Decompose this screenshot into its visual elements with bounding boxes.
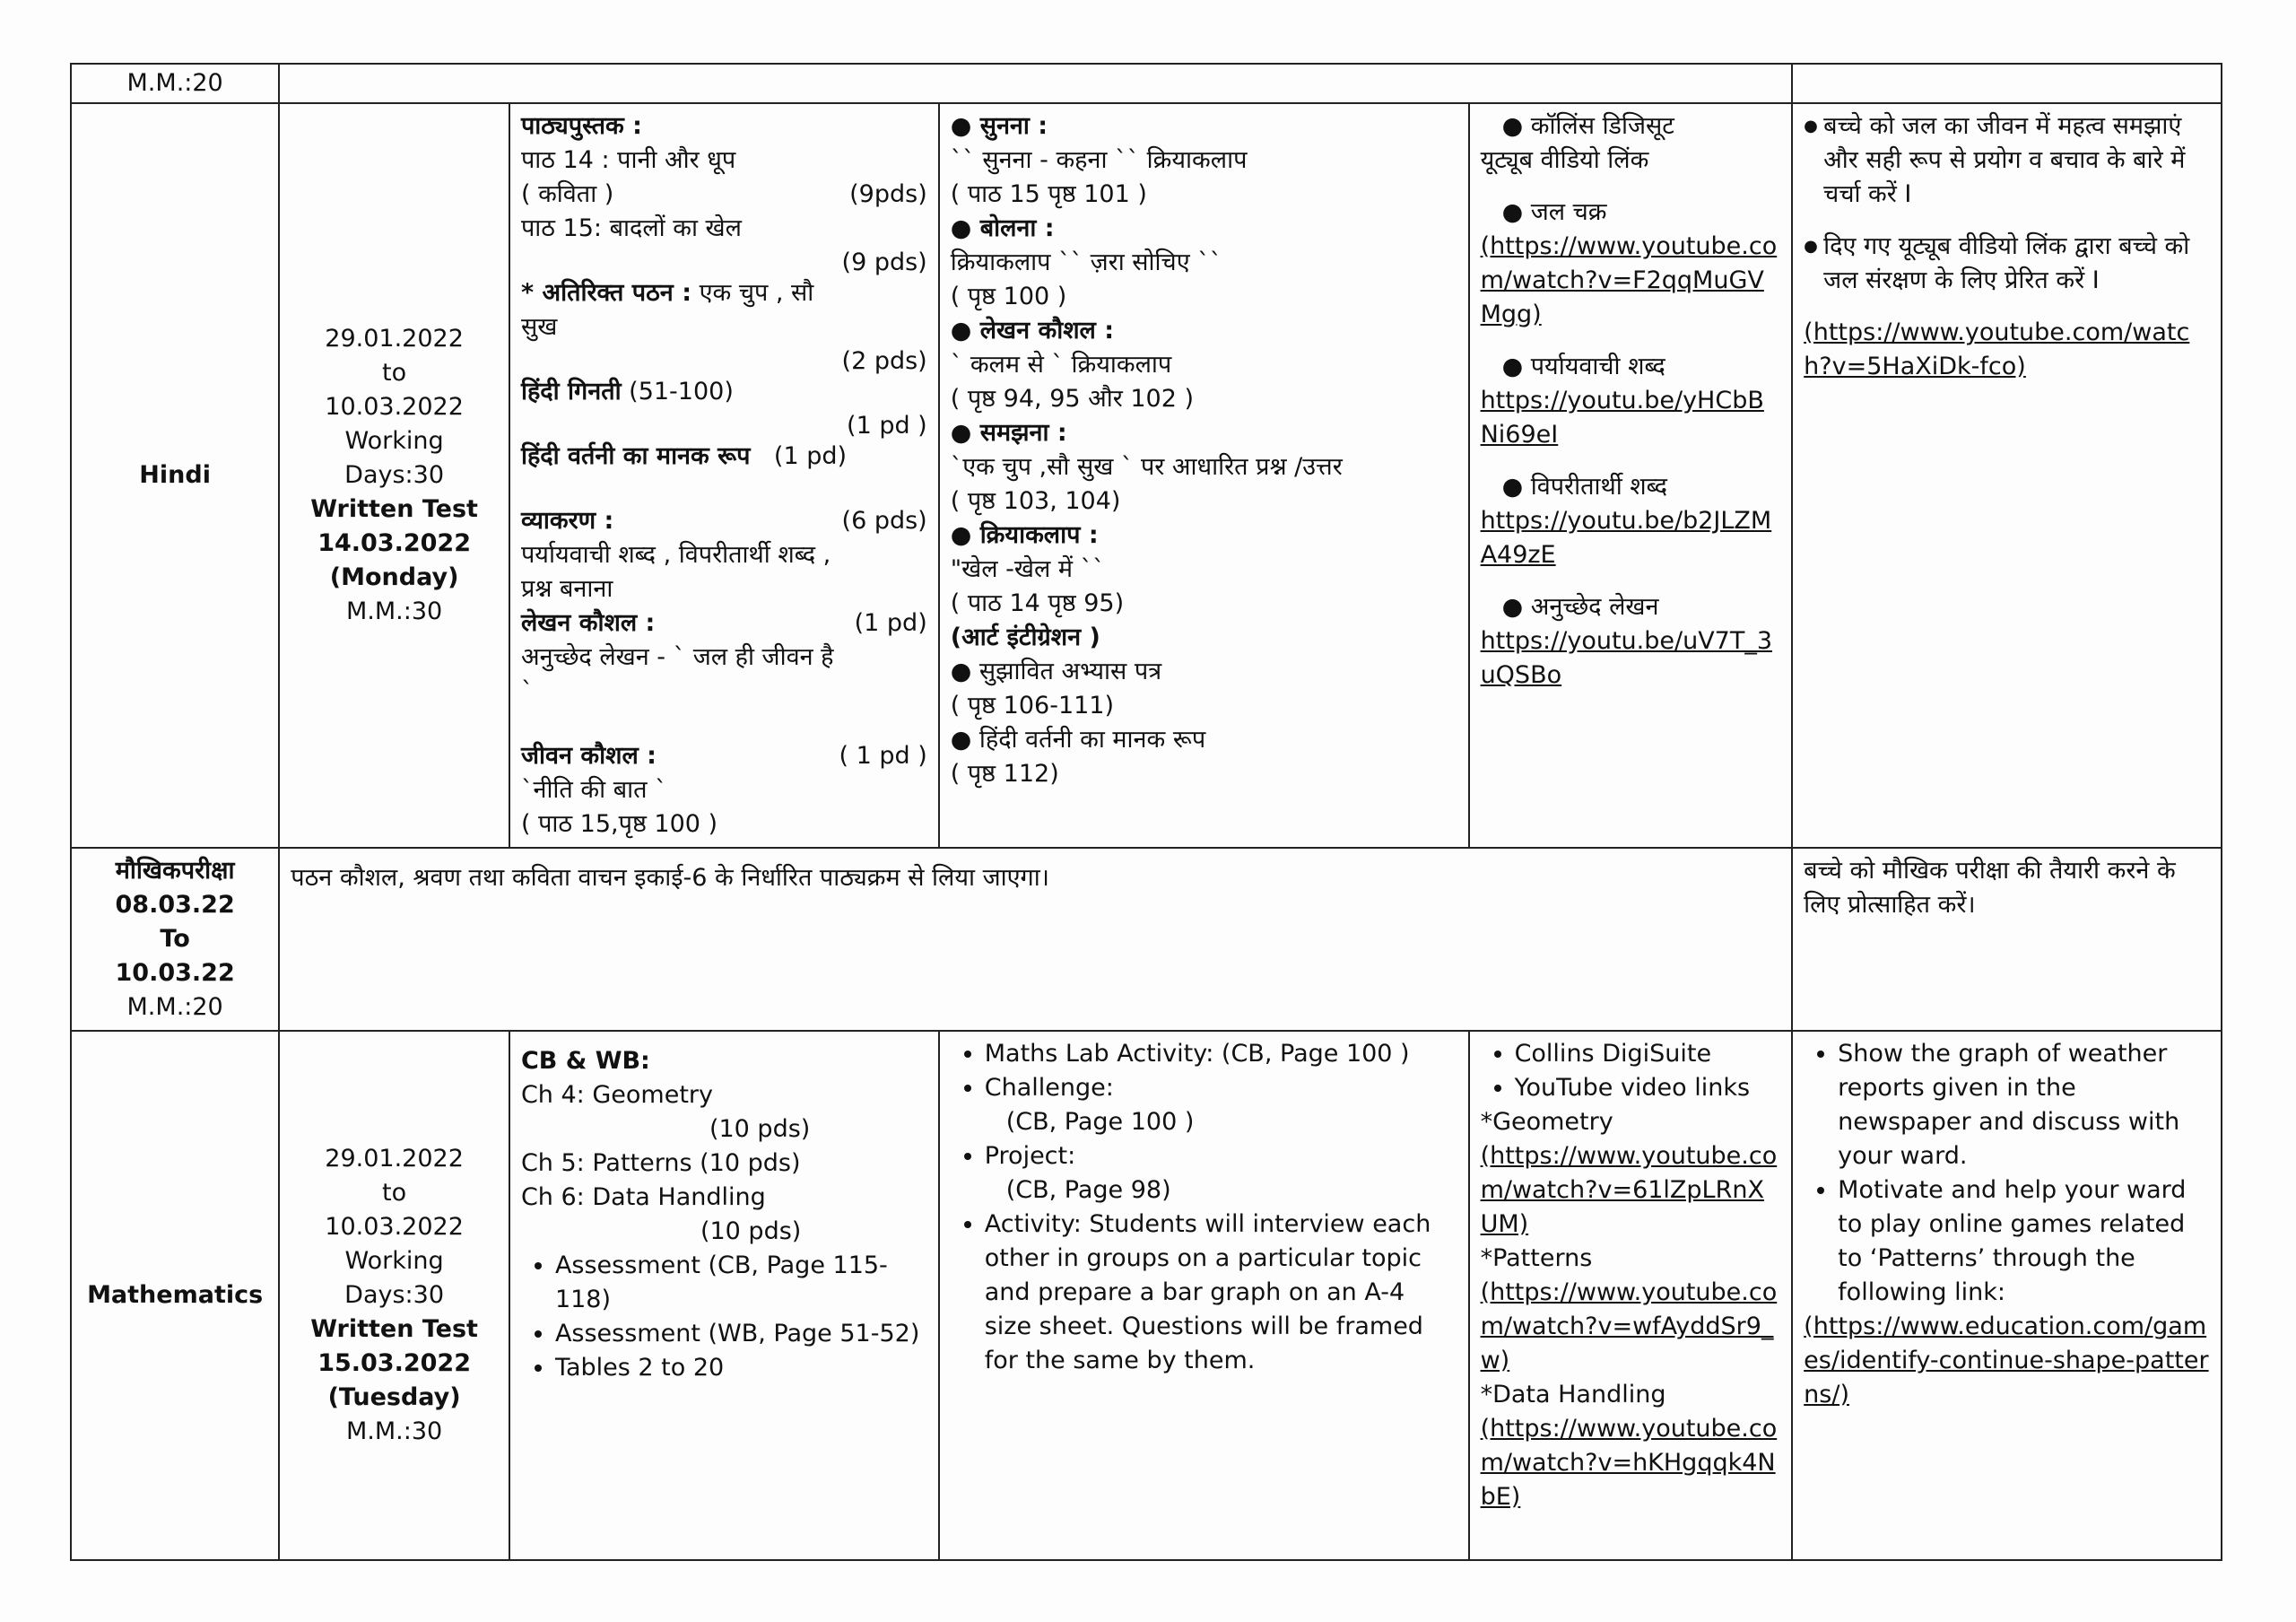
oral-from: 08.03.22 — [115, 891, 235, 919]
hindi-activity-line-text: ( पाठ 14 पृष्ठ 95) — [950, 589, 1125, 617]
hindi-syllabus-line — [521, 807, 927, 842]
maths-activity-2 — [985, 1071, 1457, 1139]
hindi-activity-line — [951, 109, 1457, 144]
hindi-syllabus-line-text: प्रश्न बनाना — [520, 575, 613, 603]
maths-ch4: Ch 4: Geometry — [520, 1081, 713, 1109]
hindi-working: Working — [344, 427, 444, 455]
top-blank-right — [1792, 64, 2222, 103]
maths-syllabus-head: CB & WB: — [520, 1047, 650, 1075]
hindi-days: Days:30 — [344, 461, 445, 489]
hindi-activity-line — [951, 723, 1457, 757]
hindi-activity-line — [951, 348, 1457, 382]
hindi-parent-note-2: ● दिए गए यूट्यूब वीडियो लिंक द्वारा बच्चे को जल संरक्षण के लिए प्रेरित करें I — [1804, 230, 2210, 298]
hindi-activity-line — [951, 655, 1457, 689]
top-mm: M.M.:20 — [71, 64, 279, 103]
hindi-resource-link[interactable]: https://youtu.be/uV7T_3uQSBo — [1480, 627, 1773, 689]
maths-to: 10.03.2022 — [325, 1213, 464, 1241]
hindi-resources — [1469, 103, 1793, 848]
maths-syllabus — [509, 1031, 939, 1560]
oral-row — [71, 848, 2222, 1031]
maths-parent-link[interactable]: (https://www.education.com/games/identify-continue-shape-patterns/) — [1804, 1312, 2209, 1408]
hindi-test-day: (Monday) — [329, 563, 459, 591]
maths-geometry-link[interactable]: (https://www.youtube.com/watch?v=61lZpLRnXUM) — [1480, 1142, 1778, 1238]
hindi-activity-line — [951, 587, 1457, 621]
oral-label-cell — [71, 848, 279, 1031]
hindi-resource-sub: यूट्यूब वीडियो लिंक — [1480, 146, 1649, 174]
hindi-activity-line — [951, 553, 1457, 587]
hindi-syllabus-line-text: जीवन कौशल : — [520, 742, 657, 770]
maths-assessment-1: • Assessment (CB, Page 115-118) — [555, 1249, 927, 1317]
hindi-syllabus-line-periods: (1 pd) — [854, 609, 927, 637]
maths-resources — [1469, 1031, 1793, 1560]
maths-resource-2: • YouTube video links — [1515, 1071, 1781, 1105]
hindi-activity-line-text: क्रियाकलाप `` ज़रा सोचिए `` — [950, 249, 1222, 276]
maths-ch6: Ch 6: Data Handling — [520, 1183, 766, 1211]
maths-activity-2-text: Challenge: — [984, 1074, 1114, 1102]
hindi-syllabus-line — [521, 572, 927, 606]
maths-ch5: Ch 5: Patterns (10 pds) — [520, 1149, 801, 1177]
maths-activities — [939, 1031, 1469, 1560]
hindi-activity-line-text: ( पृष्ठ 94, 95 और 102 ) — [950, 385, 1195, 413]
hindi-mm: M.M.:30 — [345, 597, 443, 625]
maths-activity-3 — [985, 1139, 1457, 1208]
hindi-activity-line-text: (आर्ट इंटीग्रेशन ) — [950, 624, 1100, 651]
hindi-syllabus-line — [521, 675, 927, 709]
maths-assessment-3: • Tables 2 to 20 — [555, 1351, 927, 1385]
maths-parents — [1792, 1031, 2222, 1560]
hindi-resource-title: ● विपरीतार्थी शब्द — [1501, 473, 1667, 501]
hindi-activity-line — [951, 280, 1457, 314]
hindi-syllabus-line — [521, 212, 927, 246]
hindi-activity-line — [951, 416, 1457, 450]
hindi-syllabus-line-text: ( कविता ) — [520, 180, 614, 208]
maths-datahandling-link[interactable]: (https://www.youtube.com/watch?v=hKHgqqk4NbE) — [1480, 1415, 1778, 1511]
hindi-activity-line — [951, 246, 1457, 280]
maths-geometry-label: *Geometry — [1480, 1108, 1613, 1136]
hindi-test-date: 14.03.2022 — [317, 529, 471, 557]
hindi-syllabus-line — [521, 606, 927, 641]
hindi-syllabus-line-text: अनुच्छेद लेखन - ` जल ही जीवन है — [520, 643, 834, 671]
hindi-activity-line — [951, 450, 1457, 484]
hindi-activity-line-text: ● क्रियाकलाप : — [950, 521, 1099, 549]
hindi-activity-line-text: ● समझना : — [950, 419, 1067, 447]
hindi-dates — [279, 103, 509, 848]
hindi-syllabus-line — [521, 440, 927, 474]
hindi-activity-line-text: ( पृष्ठ 103, 104) — [950, 487, 1121, 515]
hindi-syllabus-line-periods: (2 pds) — [841, 347, 927, 375]
hindi-resource-title: ● पर्यायवाची शब्द — [1501, 353, 1665, 380]
hindi-activities — [939, 103, 1469, 848]
hindi-syllabus-line — [521, 739, 927, 773]
hindi-resource-title: ● अनुच्छेद लेखन — [1501, 593, 1659, 621]
maths-to-word: to — [382, 1179, 407, 1207]
hindi-syllabus-line — [521, 709, 927, 739]
hindi-syllabus-line-extra: एक चुप , सौ सुख — [520, 279, 814, 341]
hindi-syllabus-line — [521, 246, 927, 276]
hindi-syllabus-line-text: हिंदी गिनती — [520, 378, 622, 406]
hindi-syllabus-line — [521, 409, 927, 440]
hindi-syllabus-line-text: पर्यायवाची शब्द , विपरीतार्थी शब्द , — [520, 541, 831, 569]
hindi-activity-line — [951, 621, 1457, 655]
hindi-activity-line-text: `एक चुप ,सौ सुख ` पर आधारित प्रश्न /उत्तर — [950, 453, 1343, 481]
oral-label: मौखिकपरीक्षा — [115, 857, 235, 885]
hindi-syllabus-line-periods: (9 pds) — [841, 249, 927, 276]
hindi-syllabus-line-periods: (1 pd) — [773, 442, 848, 470]
maths-activity-3-sub: (CB, Page 98) — [1005, 1176, 1171, 1204]
maths-resource-1: • Collins DigiSuite — [1515, 1037, 1781, 1071]
hindi-syllabus-line-text: व्याकरण : — [520, 507, 614, 535]
hindi-parent-note-1: ● बच्चे को जल का जीवन में महत्व समझाएं और सही रूप से प्रयोग व बचाव के बारे में चर्चा करें I — [1804, 109, 2210, 212]
maths-row — [71, 1031, 2222, 1560]
hindi-activity-line — [951, 314, 1457, 348]
hindi-to: 10.03.2022 — [325, 393, 464, 421]
hindi-syllabus-line-text: हिंदी वर्तनी का मानक रूप — [520, 442, 751, 470]
hindi-activity-line-text: ( पृष्ठ 112) — [950, 760, 1059, 788]
subject-maths: Mathematics — [71, 1031, 279, 1560]
subject-hindi: Hindi — [71, 103, 279, 848]
hindi-syllabus-line — [521, 504, 927, 538]
maths-activity-2-sub: (CB, Page 100 ) — [1005, 1108, 1195, 1136]
maths-resource-list — [1481, 1037, 1781, 1105]
hindi-activity-line-text: ● लेखन कौशल : — [950, 317, 1115, 344]
hindi-activity-line — [951, 689, 1457, 723]
hindi-syllabus-line-periods: (9pds) — [849, 180, 927, 208]
hindi-syllabus-line-text: * अतिरिक्त पठन : — [520, 279, 691, 307]
maths-patterns-link[interactable]: (https://www.youtube.com/watch?v=wfAyddSr9_w) — [1480, 1278, 1778, 1374]
hindi-syllabus-line — [521, 538, 927, 572]
hindi-syllabus-line — [521, 178, 927, 212]
hindi-activity-line-text: ( पाठ 15 पृष्ठ 101 ) — [950, 180, 1147, 208]
hindi-activity-line-text: ● बोलना : — [950, 214, 1055, 242]
hindi-syllabus-line — [521, 641, 927, 675]
hindi-syllabus-line-text: लेखन कौशल : — [520, 609, 656, 637]
hindi-syllabus-line-text: ( पाठ 15,पृष्ठ 100 ) — [520, 810, 718, 838]
maths-activity-1 — [985, 1037, 1457, 1071]
hindi-activity-line — [951, 519, 1457, 553]
maths-assessment-2: • Assessment (WB, Page 51-52) — [555, 1317, 927, 1351]
hindi-resource-link[interactable]: https://youtu.be/b2JLZMA49zE — [1480, 507, 1772, 569]
hindi-syllabus-line — [521, 344, 927, 375]
hindi-parent-link[interactable]: (https://www.youtube.com/watch?v=5HaXiDk-fco) — [1804, 318, 2190, 380]
hindi-resource-link[interactable]: https://youtu.be/yHCbBNi69eI — [1480, 387, 1764, 449]
hindi-syllabus-line — [521, 276, 927, 344]
hindi-syllabus-line-text: पाठ 15: बादलों का खेल — [520, 214, 742, 242]
hindi-resource-title: ● जल चक्र — [1501, 198, 1607, 226]
hindi-to-word: to — [382, 359, 407, 387]
oral-mm: M.M.:20 — [126, 993, 223, 1021]
hindi-row — [71, 103, 2222, 848]
hindi-activity-line-text: `` सुनना - कहना `` क्रियाकलाप — [950, 146, 1248, 174]
maths-dates — [279, 1031, 509, 1560]
hindi-syllabus — [509, 103, 939, 848]
hindi-activity-line-text: ` कलम से ` क्रियाकलाप — [950, 351, 1172, 379]
maths-working: Working — [344, 1247, 444, 1275]
hindi-syllabus-line-text: पाठ 14 : पानी और धूप — [520, 146, 736, 174]
hindi-activity-line — [951, 144, 1457, 178]
hindi-syllabus-line-periods: (1 pd ) — [847, 412, 927, 440]
hindi-syllabus-line-extra: (51-100) — [621, 378, 734, 406]
top-blank — [279, 64, 1792, 103]
maths-activity-3-text: Project: — [984, 1142, 1076, 1170]
oral-to: 10.03.22 — [115, 959, 235, 987]
maths-parent-list — [1804, 1037, 2210, 1310]
hindi-activity-line — [951, 178, 1457, 212]
maths-activity-4-text: Activity: Students will interview each other in groups on a particular topic and prepare a bar graph on an A-4 size sheet. Questions will be framed for the same by them. — [984, 1210, 1431, 1374]
maths-datahandling-label: *Data Handling — [1480, 1381, 1666, 1408]
oral-parents: बच्चे को मौखिक परीक्षा की तैयारी करने के लिए प्रोत्साहित करें। — [1792, 848, 2222, 1031]
hindi-syllabus-line — [521, 474, 927, 504]
hindi-syllabus-line — [521, 773, 927, 807]
hindi-activity-line-text: ( पृष्ठ 106-111) — [950, 692, 1115, 719]
maths-ch4-pds: (10 pds) — [709, 1115, 811, 1143]
maths-test-label: Written Test — [310, 1315, 478, 1343]
maths-parent-note-1: • Show the graph of weather reports given in the newspaper and discuss with your ward. — [1838, 1037, 2210, 1173]
maths-assessment-list — [521, 1249, 927, 1385]
hindi-test-label: Written Test — [310, 495, 478, 523]
hindi-activity-line — [951, 212, 1457, 246]
hindi-syllabus-line-text: ` — [520, 677, 534, 705]
hindi-syllabus-line — [521, 109, 927, 144]
hindi-syllabus-line-text: पाठ्यपुस्तक : — [520, 112, 642, 140]
hindi-resource-link[interactable]: (https://www.youtube.com/watch?v=F2qqMuGVMgg) — [1480, 232, 1778, 328]
hindi-from: 29.01.2022 — [325, 325, 464, 353]
maths-ch6-pds: (10 pds) — [700, 1217, 802, 1245]
maths-activity-1-text: Maths Lab Activity: (CB, Page 100 ) — [984, 1040, 1410, 1068]
hindi-syllabus-line — [521, 375, 927, 409]
maths-mm: M.M.:30 — [345, 1417, 443, 1445]
maths-patterns-label: *Patterns — [1480, 1244, 1593, 1272]
hindi-syllabus-line — [521, 144, 927, 178]
hindi-activity-line — [951, 382, 1457, 416]
maths-test-date: 15.03.2022 — [317, 1349, 471, 1377]
hindi-syllabus-line-text: `नीति की बात ` — [520, 776, 667, 804]
maths-test-day: (Tuesday) — [327, 1383, 461, 1411]
hindi-syllabus-line-periods: (6 pds) — [841, 507, 927, 535]
hindi-activity-line-text: "खेल -खेल में `` — [950, 555, 1105, 583]
hindi-syllabus-line-periods: ( 1 pd ) — [839, 742, 927, 770]
maths-days: Days:30 — [344, 1281, 445, 1309]
hindi-activity-line-text: ● सुझावित अभ्यास पत्र — [950, 658, 1162, 685]
hindi-activity-line-text: ● सुनना : — [950, 112, 1048, 140]
syllabus-table — [70, 63, 2222, 1561]
oral-syllabus: पठन कौशल, श्रवण तथा कविता वाचन इकाई-6 के निर्धारित पाठ्यक्रम से लिया जाएगा। — [279, 848, 1792, 1031]
maths-from: 29.01.2022 — [325, 1145, 464, 1173]
hindi-parents — [1792, 103, 2222, 848]
hindi-activity-line — [951, 484, 1457, 519]
maths-activity-list — [951, 1037, 1457, 1378]
hindi-activity-line-text: ( पृष्ठ 100 ) — [950, 283, 1067, 310]
top-row — [71, 64, 2222, 103]
hindi-resource-title: ● कॉलिंस डिजिसूट — [1501, 112, 1674, 140]
hindi-activity-line-text: ● हिंदी वर्तनी का मानक रूप — [950, 726, 1206, 754]
maths-activity-4 — [985, 1208, 1457, 1378]
oral-to-word: To — [160, 925, 190, 953]
hindi-activity-line — [951, 757, 1457, 791]
maths-parent-note-2: • Motivate and help your ward to play online games related to ‘Patterns’ through the following link: — [1838, 1173, 2210, 1310]
